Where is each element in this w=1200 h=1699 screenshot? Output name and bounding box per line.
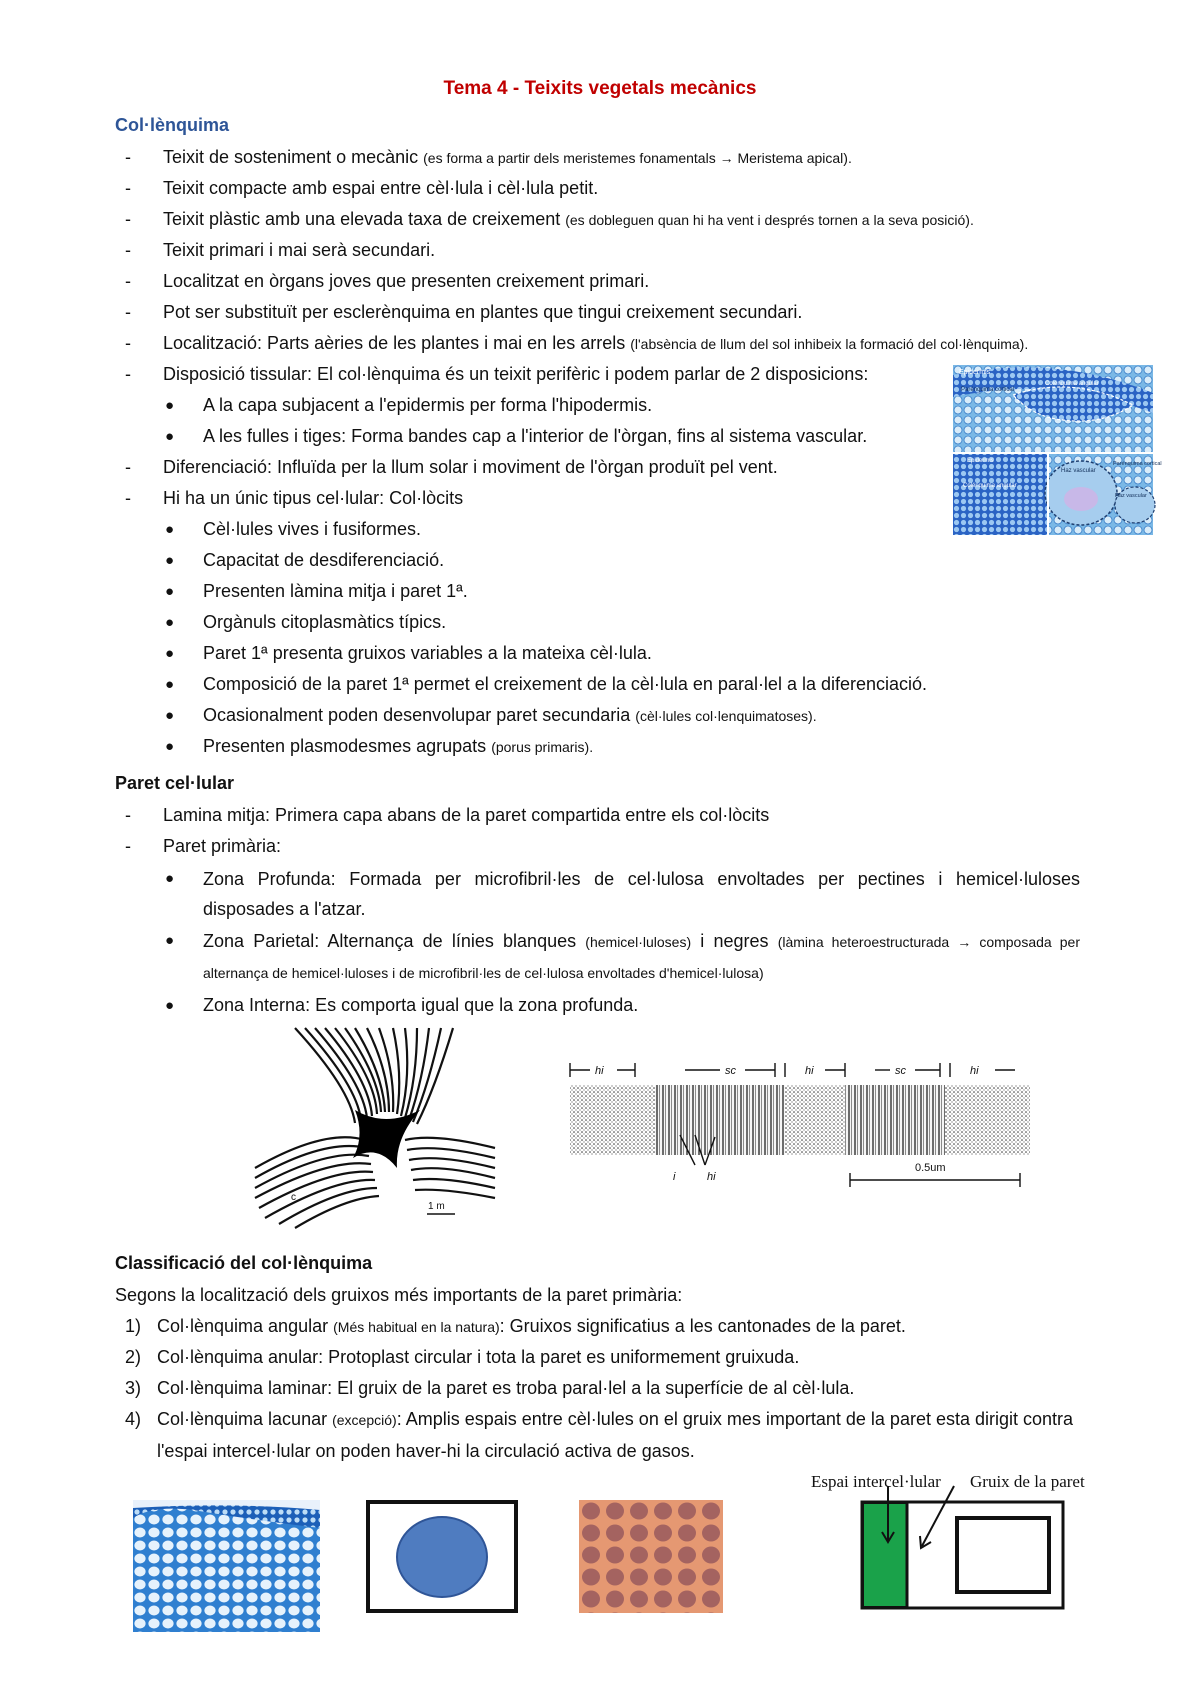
fig-label: hi	[805, 1065, 814, 1077]
item-text: Teixit de sosteniment o mecànic	[163, 147, 419, 167]
item-text: : Amplis espais entre cèl·lules on el gruix mes important de la paret esta dirigit contra l'espai intercel·lular on poden haver-hi la circulació activa de gasos.	[157, 1409, 1074, 1461]
numbered-item	[115, 1373, 1080, 1404]
list-item: - Disposició tissular: El col·lènquima és un teixit perifèric i podem parlar de 2 disposicions:	[115, 359, 1080, 390]
anular-collenquima-diagram	[366, 1500, 518, 1613]
sub-list-item: ● Zona Interna: Es comporta igual que la zona profunda.	[115, 990, 1080, 1021]
sub-list-item: ● Orgànuls citoplasmàtics típics.	[115, 607, 1080, 638]
item-number: 2)	[124, 1347, 141, 1367]
fig-label: Parénquima cortical	[1113, 461, 1162, 467]
item-text: Localització: Parts aèries de les plantes i mai en les arrels	[163, 333, 626, 353]
collenquima-micrograph	[953, 365, 1162, 535]
item-text: Pot ser substituït per esclerènquima en plantes que tingui creixement secundari.	[163, 302, 803, 322]
item-text: : Gruixos significatius a les cantonades de la paret.	[499, 1316, 906, 1336]
item-text: Teixit plàstic amb una elevada taxa de creixement	[163, 209, 561, 229]
list-item: - Diferenciació: Influïda per la llum solar i moviment de l'òrgan produït pel vent.	[115, 452, 1080, 483]
fig-label: Haz vascular	[1115, 493, 1147, 499]
sub-list-item: ● Composició de la paret 1ª permet el creixement de la cèl·lula en paral·lel a la diferenciació.	[115, 669, 1080, 700]
cell-wall-corner-figure	[255, 1028, 495, 1228]
list-item: - Teixit compacte amb espai entre cèl·lula i cèl·lula petit.	[115, 173, 1080, 204]
list-item: - Localització: Parts aèries de les plantes i mai en les arrels (l'absència de llum del sol inhibeix la formació del col·lènquima).	[125, 333, 1029, 353]
sub-item-text: Capacitat de desdiferenciació.	[203, 550, 445, 570]
section-paret-cellular	[115, 768, 1080, 1021]
item-text: Col·lènquima lacunar	[157, 1409, 328, 1429]
section-classificacio	[115, 1248, 1080, 1467]
sub-item-text: Zona Interna: Es comporta igual que la zona profunda.	[203, 995, 639, 1015]
list-item: - Teixit plàstic amb una elevada taxa de creixement (es dobleguen quan hi ha vent i després tornen a la seva posició).	[125, 209, 974, 229]
sub-item-text: Paret 1ª presenta gruixos variables a la mateixa cèl·lula.	[203, 643, 652, 663]
sub-item-note: (hemicel·luloses)	[585, 934, 692, 950]
sub-list-item: ● Cèl·lules vives i fusiformes.	[115, 514, 1080, 545]
sub-item-text: Cèl·lules vives i fusiformes.	[203, 519, 422, 539]
page-title: Tema 4 - Teixits vegetals mecànics	[443, 78, 757, 99]
section-heading: Paret cel·lular	[115, 773, 235, 793]
angular-collenquima-micrograph	[133, 1500, 320, 1632]
list-item: - Localitzat en òrgans joves que presenten creixement primari.	[115, 266, 1080, 297]
item-number: 3)	[124, 1378, 141, 1398]
item-note: (es dobleguen quan hi ha vent i després tornen a la seva posició).	[565, 212, 974, 228]
fig-label: hi	[707, 1171, 716, 1183]
sub-list-item: ● Paret 1ª presenta gruixos variables a la mateixa cèl·lula.	[115, 638, 1080, 669]
cell-wall-layers-figure	[565, 1055, 1035, 1215]
fig-label: Colénquima angular	[1045, 381, 1099, 387]
numbered-item	[115, 1404, 1080, 1467]
list-item: - Paret primària:	[115, 831, 1080, 862]
sub-list-item: ● Presenten plasmodesmes agrupats (porus primaris).	[165, 736, 594, 756]
fig-label: Haz vascular	[1061, 468, 1096, 474]
lacunar-arrows	[870, 1480, 1070, 1560]
sub-list-item: ● A les fulles i tiges: Forma bandes cap a l'interior de l'òrgan, fins al sistema vascular.	[115, 421, 1080, 452]
intro-text: Segons la localització dels gruixos més importants de la paret primària:	[115, 1285, 683, 1305]
fig-label: hi	[970, 1065, 979, 1077]
item-text: Col·lènquima anular: Protoplast circular i tota la paret es uniformement gruixuda.	[157, 1347, 800, 1367]
item-text: Col·lènquima laminar: El gruix de la paret es troba paral·lel a la superfície de al cèl·lula.	[157, 1378, 855, 1398]
sub-item-text: Orgànuls citoplasmàtics típics.	[203, 612, 447, 632]
item-note: (excepció)	[332, 1412, 397, 1428]
item-number: 4)	[124, 1409, 141, 1429]
sub-list-item: ● A la capa subjacent a l'epidermis per forma l'hipodermis.	[115, 390, 1080, 421]
sub-item-text: Presenten làmina mitja i paret 1ª.	[203, 581, 468, 601]
sub-item-text: A les fulles i tiges: Forma bandes cap a l'interior de l'òrgan, fins al sistema vascular.	[203, 426, 868, 446]
item-text: Lamina mitja: Primera capa abans de la paret compartida entre els col·lòcits	[163, 805, 770, 825]
sub-list-item: ● Presenten làmina mitja i paret 1ª.	[115, 576, 1080, 607]
fig-label: c	[291, 1192, 296, 1203]
section-heading: Col·lènquima	[115, 115, 230, 135]
item-text: Localitzat en òrgans joves que presenten creixement primari.	[163, 271, 650, 291]
item-note: (es forma a partir dels meristemes fonamentals → Meristema apical).	[423, 150, 852, 166]
item-text: Diferenciació: Influïda per la llum solar i moviment de l'òrgan produït pel vent.	[163, 457, 778, 477]
sub-item-text: Composició de la paret 1ª permet el creixement de la cèl·lula en paral·lel a la diferenciació.	[203, 674, 928, 694]
sub-item-text: A la capa subjacent a l'epidermis per forma l'hipodermis.	[203, 395, 653, 415]
item-text: Disposició tissular: El col·lènquima és un teixit perifèric i podem parlar de 2 disposicions:	[163, 364, 869, 384]
list-item: - Hi ha un únic tipus cel·lular: Col·lòcits	[115, 483, 1080, 514]
sub-item-text: Ocasionalment poden desenvolupar paret secundaria	[203, 705, 631, 725]
sub-item-text: i negres	[700, 931, 769, 951]
fig-label: i	[673, 1171, 676, 1183]
item-text: Hi ha un únic tipus cel·lular: Col·lòcits	[163, 488, 464, 508]
list-item: - Teixit de sosteniment o mecànic (es forma a partir dels meristemes fonamentals → Meristema apical).	[125, 147, 852, 167]
sub-list-item: ● Ocasionalment poden desenvolupar paret secundaria (cèl·lules col·lenquimatoses).	[165, 705, 817, 725]
fig-label: sc	[895, 1065, 906, 1077]
list-item: - Teixit primari i mai serà secundari.	[115, 235, 1080, 266]
fig-label: Colénquima angular	[963, 483, 1017, 489]
list-item: - Pot ser substituït per esclerènquima en plantes que tingui creixement secundari.	[115, 297, 1080, 328]
sub-list-item: ● Zona Profunda: Formada per microfibril·les de cel·lulosa envoltades per pectines i hemicel·luloses disposades a l'atzar.	[165, 869, 1080, 919]
sub-item-note: (làmina heteroestructurada → composada per alternança de hemicel·luloses i de microfibril·les de cel·lulosa envoltades d'hemicel·lulosa)	[203, 934, 1080, 981]
item-note: (l'absència de llum del sol inhibeix la formació del col·lènquima).	[630, 336, 1029, 352]
label-gruix-paret: Gruix de la paret	[970, 1472, 1085, 1491]
section-collenquima	[115, 110, 1080, 762]
fig-label: Parénquima cortical	[961, 387, 1015, 393]
item-text: Teixit primari i mai serà secundari.	[163, 240, 436, 260]
fig-label: Epidermis	[967, 458, 994, 464]
item-note: (Més habitual en la natura)	[333, 1319, 500, 1335]
sub-list-item: ● Zona Parietal: Alternança de línies blanques (hemicel·luloses) i negres (làmina heteroestructurada → composada per alternança de hemicel·luloses i de microfibril·les de cel·lulosa envoltades d'hemicel·lulosa)	[165, 931, 1080, 981]
numbered-item	[115, 1311, 1080, 1342]
numbered-item	[115, 1342, 1080, 1373]
label-espai-intercellular: Espai intercel·lular	[811, 1472, 941, 1491]
sub-item-note: (porus primaris).	[491, 739, 594, 755]
list-item: - Lamina mitja: Primera capa abans de la paret compartida entre els col·lòcits	[115, 800, 1080, 831]
sub-item-note: (cèl·lules col·lenquimatoses).	[635, 708, 817, 724]
fig-label: hi	[595, 1065, 604, 1077]
sub-list-item: ● Capacitat de desdiferenciació.	[115, 545, 1080, 576]
fig-label: Epidermis	[959, 369, 991, 376]
sub-item-text: Zona Parietal: Alternança de línies blanques	[203, 931, 577, 951]
item-text: Col·lènquima angular	[157, 1316, 329, 1336]
sub-item-text: Presenten plasmodesmes agrupats	[203, 736, 487, 756]
fig-label: 0.5um	[915, 1162, 946, 1174]
section-heading: Classificació del col·lènquima	[115, 1253, 373, 1273]
fig-label: sc	[725, 1065, 736, 1077]
item-text: Paret primària:	[163, 836, 282, 856]
fig-label: 1 m	[428, 1201, 445, 1212]
item-number: 1)	[124, 1316, 141, 1336]
item-text: Teixit compacte amb espai entre cèl·lula i cèl·lula petit.	[163, 178, 599, 198]
laminar-collenquima-micrograph	[579, 1500, 723, 1613]
sub-item-text: Zona Profunda: Formada per microfibril·les de cel·lulosa envoltades per pectines i hemicel·luloses disposades a l'atzar.	[203, 869, 1080, 919]
